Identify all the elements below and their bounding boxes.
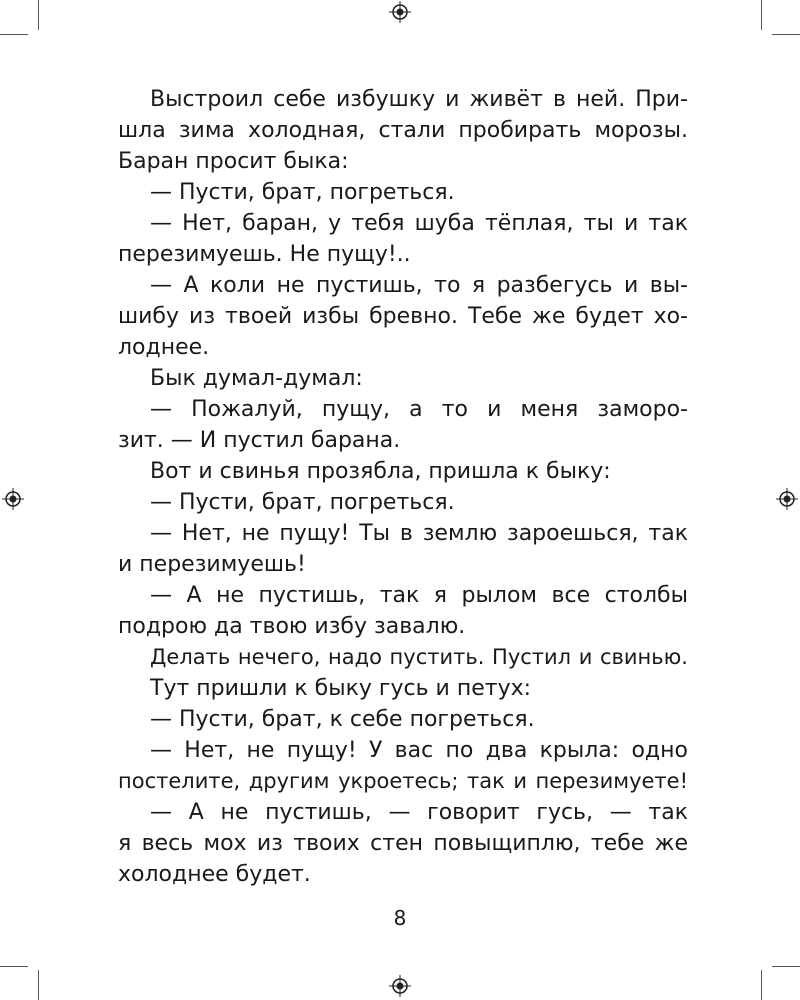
text-line: — А не пустишь, — говорит гусь, — так [150,800,688,825]
crop-mark-top-left-h [0,34,28,35]
registration-mark-left-icon [2,488,24,510]
text-line: Вот и свинья прозябла, пришла к быку: [150,459,611,484]
crop-mark-top-right-h [772,34,800,35]
text-line: — Пусти, брат, к себе погреться. [150,707,535,732]
text-line: Делать нечего, надо пустить. Пустил и свинью. [150,645,688,669]
text-line: лоднее. [118,335,210,360]
text-line: — А коли не пустишь, то я разбегусь и вы- [150,273,688,298]
text-line: перезимуешь. Не пущу!.. [118,242,411,267]
text-line: подрою да твою избу завалю. [118,614,466,639]
text-line: Выстроил себе избушку и живёт в ней. При- [150,87,688,112]
text-line: я весь мох из твоих стен повыщиплю, тебе же [118,831,688,856]
crop-mark-bottom-left-v [38,970,39,1000]
text-line: холоднее будет. [118,862,311,887]
text-line: — Нет, баран, у тебя шуба тёплая, ты и так [150,211,688,236]
text-line: Бык думал-думал: [150,366,363,391]
text-line: — Нет, не пущу! У вас по два крыла: одно [150,738,688,763]
text-line: — А не пустишь, так я рылом все столбы [150,583,688,608]
text-line: Баран просит быка: [118,149,349,174]
text-line: шибу из твоей избы бревно. Тебе же будет хо- [118,304,688,329]
text-line: зит. — И пустил барана. [118,428,401,453]
crop-mark-bottom-left-h [0,966,28,967]
text-line: постелите, другим укроетесь; так и перезимуете! [118,769,688,793]
text-line: — Пожалуй, пущу, а то и меня заморо- [150,397,688,422]
crop-mark-top-left-v [38,0,39,30]
page-number: 8 [393,906,407,930]
text-line: — Пусти, брат, погреться. [150,180,455,205]
crop-mark-bottom-right-v [761,970,762,1000]
text-line: — Нет, не пущу! Ты в землю зароешься, так [150,521,688,546]
story-text [118,84,688,890]
registration-mark-right-icon [776,488,798,510]
text-line: и перезимуешь! [118,552,306,577]
registration-mark-top-icon [389,1,411,23]
text-line: шла зима холодная, стали пробирать морозы. [118,118,688,143]
crop-mark-bottom-right-h [772,966,800,967]
text-line: — Пусти, брат, погреться. [150,490,455,515]
registration-mark-bottom-icon [389,975,411,997]
text-line: Тут пришли к быку гусь и петух: [150,676,532,701]
crop-mark-top-right-v [761,0,762,30]
